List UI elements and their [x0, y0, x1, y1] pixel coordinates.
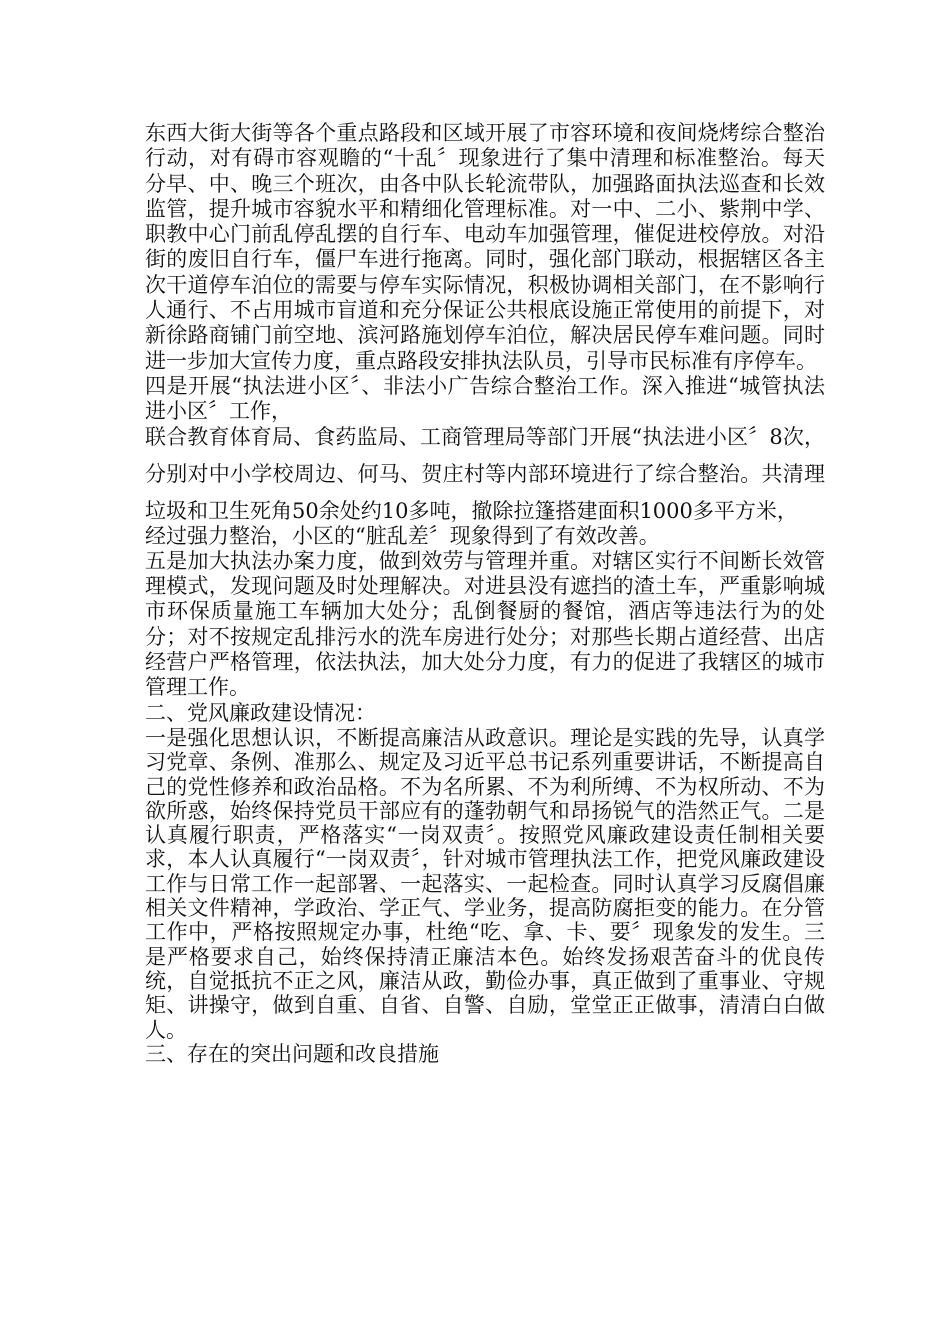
section-heading-problems: 三、存在的突出问题和改良措施 [145, 1041, 439, 1066]
paragraph-community-enforcement-details: 联合教育体育局、食药监局、工商管理局等部门开展“执法进小区〞8次，分别对中小学校周边、何马、贺庄村等内部环境进行了综合整治。共清理垃圾和卫生死角50余处约10多吨，撤除拉篷搭建面积1000多平方米， [145, 424, 825, 523]
paragraph-city-rectification: 东西大街大街等各个重点路段和区域开展了市容环境和夜间烧烤综合整治行动，对有碍市容观瞻的“十乱〞现象进行了集中清理和标准整治。每天分早、中、晚三个班次，由各中队长轮流带队，加强路面执法巡查和长效监管，提升城市容貌水平和精细化管理标准。对一中、二小、紫荆中学、职教中心门前乱停乱摆的自行车、电动车加强管理，催促进校停放。对沿街的废旧自行车，僵尸车进行拖离。同时，强化部门联动，根据辖区各主次干道停车泊位的需要与停车实际情况，积极协调相关部门，在不影响行人通行、不占用城市盲道和充分保证公共根底设施正常使用的前提下，对新徐路商铺门前空地、滨河路施划停车泊位，解决居民停车难问题。同时进一步加大宣传力度，重点路段安排执法队员，引导市民标准有序停车。 [145, 121, 825, 373]
section-heading-party-conduct: 二、党风廉政建设情况： [145, 700, 376, 725]
document-body [145, 121, 825, 1067]
paragraph-party-conduct: 一是强化思想认识，不断提高廉洁从政意识。理论是实践的先导，认真学习党章、条例、准那么、规定及习近平总书记系列重要讲话，不断提高自己的党性修养和政治品格。不为名所累、不为利所缚、不为权所动、不为欲所惑，始终保持党员干部应有的蓬勃朝气和昂扬锐气的浩然正气。二是认真履行职责，严格落实“一岗双责〞。按照党风廉政建设责任制相关要求，本人认真履行“一岗双责〞，针对城市管理执法工作，把党风廉政建设工作与日常工作一起部署、一起落实、一起检查。同时认真学习反腐倡廉相关文件精神，学政治、学正气、学业务，提高防腐拒变的能力。在分管工作中，严格按照规定办事，杜绝“吃、拿、卡、要〞现象发的发生。三是严格要求自己，始终保持清正廉洁本色。始终发扬艰苦奋斗的优良传统，自觉抵抗不正之风，廉洁从政，勤俭办事，真正做到了重事业、守规矩、讲操守，做到自重、自省、自警、自励，堂堂正正做事，清清白白做人。 [145, 725, 825, 1042]
paragraph-community-enforcement-result: 经过强力整治，小区的“脏乱差〞现象得到了有效改善。 [145, 523, 660, 548]
paragraph-law-enforcement: 五是加大执法办案力度，做到效劳与管理并重。对辖区实行不间断长效管理模式，发现问题及时处理解决。对进县没有遮挡的渣土车，严重影响城市环保质量施工车辆加大处分；乱倒餐厨的餐馆，酒店等违法行为的处分；对不按规定乱排污水的洗车房进行处分；对那些长期占道经营、出店经营户严格管理，依法执法，加大处分力度，有力的促进了我辖区的城市管理工作。 [145, 548, 825, 700]
paragraph-community-enforcement-intro: 四是开展“执法进小区〞、非法小广告综合整治工作。深入推进“城管执法进小区〞工作， [145, 373, 825, 424]
